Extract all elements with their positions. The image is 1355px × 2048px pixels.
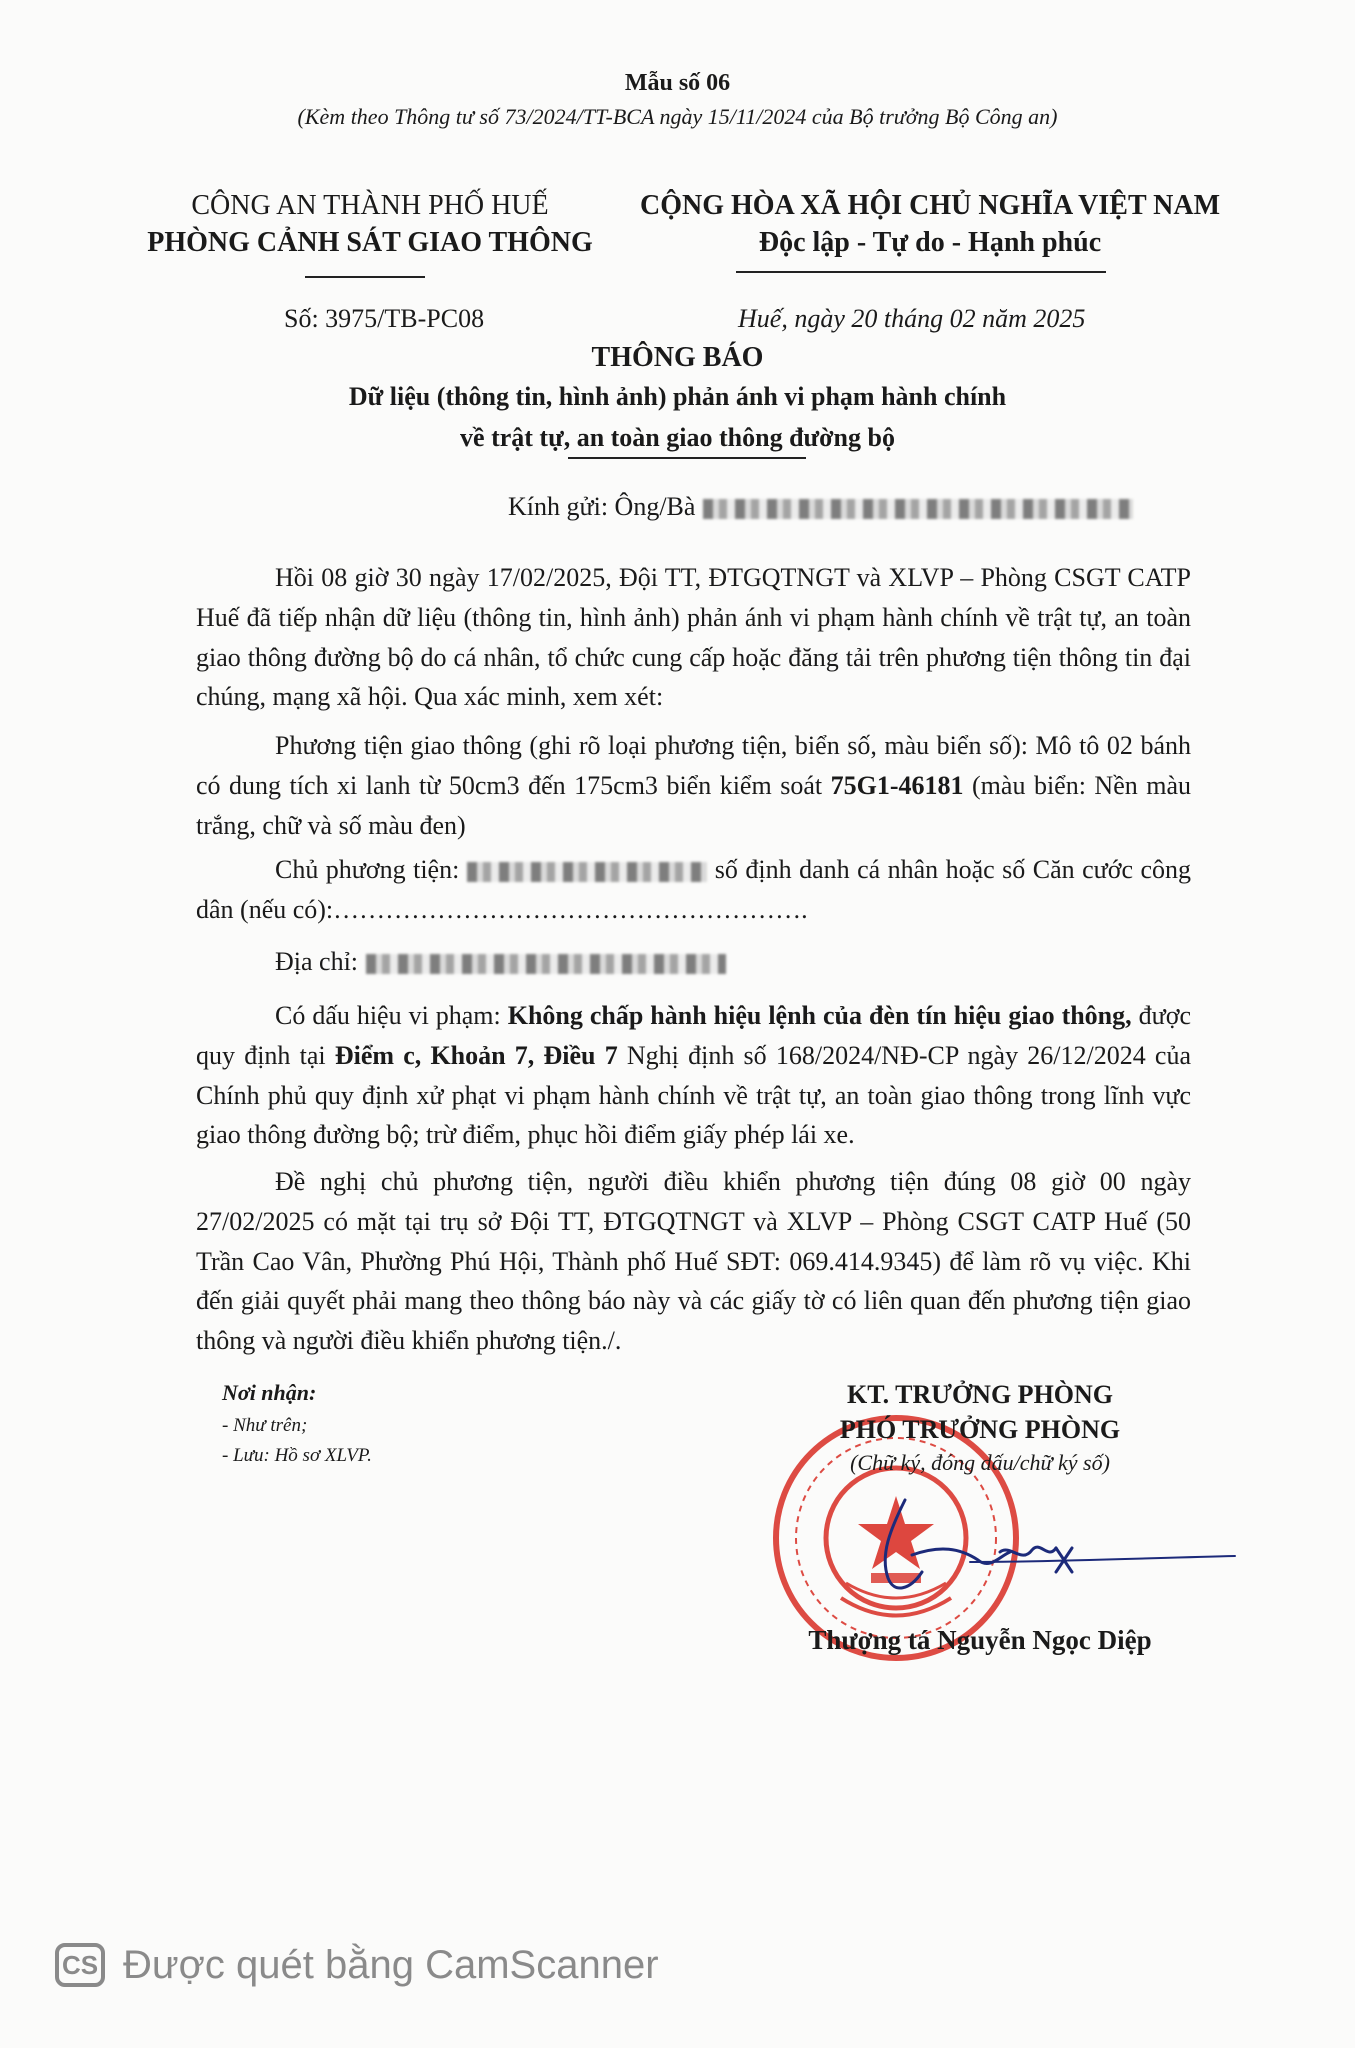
national-line-2: Độc lập - Tự do - Hạnh phúc — [758, 227, 1102, 258]
document-number: Số: 3975/TB-PC08 — [284, 304, 485, 333]
recipients-item-1: - Như trên; — [222, 1415, 308, 1436]
regulated-prefix: được quy định tại — [196, 1001, 1192, 1070]
signature-title-1: KT. TRƯỞNG PHÒNG — [846, 1380, 1114, 1409]
paragraph-owner — [196, 850, 1191, 930]
vehicle-description: Phương tiện giao thông (ghi rõ loại phương tiện, biển số, màu biển số): Mô tô 02 bánh có dung tích xi lanh từ 50cm3 đến 175cm3 biển kiểm soát — [196, 731, 1191, 800]
paragraph-intro: Hồi 08 giờ 30 ngày 17/02/2025, Đội TT, ĐTGQTNGT và XLVP – Phòng CSGT CATP Huế đã tiếp nhận dữ liệu (thông tin, hình ảnh) phản ánh vi phạm hành chính về trật tự, an toàn giao thông đường bộ do cá nhân, tổ chức cung cấp hoặc đăng tải trên phương tiện thông tin đại chúng, mạng xã hội. Qua xác minh, xem xét: — [196, 563, 1191, 712]
signer-name: Thượng tá Nguyễn Ngọc Diệp — [808, 1625, 1152, 1655]
camscanner-logo-icon: CS — [55, 1943, 105, 1987]
regulation-suffix: Nghị định số 168/2024/NĐ-CP ngày 26/12/2024 của Chính phủ quy định xử phạt vi phạm hành chính về trật tự, an toàn giao thông trong lĩnh vực giao thông đường bộ; trừ điểm, phục hồi điểm giấy phép lái xe. — [196, 1040, 1192, 1150]
agency-underline — [305, 276, 425, 278]
paragraph-vehicle — [196, 726, 1191, 845]
redacted-address — [366, 954, 726, 974]
redacted-recipient-name — [703, 499, 1133, 519]
recipients-title: Nơi nhận: — [222, 1380, 317, 1405]
recipient-label: Kính gửi: Ông/Bà — [508, 492, 696, 521]
recipients-item-2: - Lưu: Hồ sơ XLVP. — [222, 1445, 372, 1466]
form-reference: (Kèm theo Thông tư số 73/2024/TT-BCA ngày 15/11/2024 của Bộ trưởng Bộ Công an) — [297, 104, 1058, 129]
document-subtitle-1: Dữ liệu (thông tin, hình ảnh) phản ánh vi phạm hành chính — [348, 382, 1007, 411]
place-date: Huế, ngày 20 tháng 02 năm 2025 — [738, 304, 1086, 333]
regulation-reference: Điểm c, Khoản 7, Điều 7 — [334, 1040, 618, 1070]
document-subtitle-2: về trật tự, an toàn giao thông đường bộ — [460, 423, 895, 452]
address-label: Địa chỉ: — [275, 947, 359, 976]
violation-text: Không chấp hành hiệu lệnh của đèn tín hiệu giao thông, — [507, 1001, 1132, 1030]
recipient-line — [508, 492, 1133, 522]
signature-note: (Chữ ký, đóng dấu/chữ ký số) — [850, 1450, 1110, 1475]
paragraph-address — [196, 942, 1191, 982]
agency-line-1: CÔNG AN THÀNH PHỐ HUẾ — [191, 190, 549, 221]
handwritten-signature — [850, 1460, 1240, 1610]
license-plate: 75G1-46181 — [830, 770, 964, 800]
owner-label: Chủ phương tiện: — [275, 855, 460, 884]
paragraph-violation — [196, 996, 1191, 1155]
owner-id-text: số định danh cá nhân hoặc số Căn cước công dân (nếu có):………………………………………………. — [196, 855, 1191, 924]
form-code: Mẫu số 06 — [624, 70, 731, 96]
redacted-owner-name — [467, 862, 707, 882]
camscanner-watermark — [55, 1940, 659, 1990]
document-title: THÔNG BÁO — [591, 342, 764, 373]
camscanner-text: Được quét bằng CamScanner — [123, 1942, 659, 1987]
violation-label: Có dấu hiệu vi phạm: — [275, 1001, 501, 1030]
subtitle-underline — [568, 457, 806, 459]
plate-color-description: (màu biển: Nền màu trắng, chữ và số màu đen) — [196, 770, 1192, 840]
national-line-1: CỘNG HÒA XÃ HỘI CHỦ NGHĨA VIỆT NAM — [639, 190, 1221, 221]
agency-line-2: PHÒNG CẢNH SÁT GIAO THÔNG — [147, 227, 593, 258]
paragraph-request: Đề nghị chủ phương tiện, người điều khiển phương tiện đúng 08 giờ 00 ngày 27/02/2025 có mặt tại trụ sở Đội TT, ĐTGQTNGT và XLVP – Phòng CSGT CATP Huế (50 Trần Cao Vân, Phường Phú Hội, Thành phố Huế SĐT: 069.414.9345) để làm rõ vụ việc. Khi đến giải quyết phải mang theo thông báo này và các giấy tờ có liên quan đến phương tiện giao thông và người điều khiển phương tiện./. — [196, 1167, 1191, 1356]
signature-title-2: PHÓ TRƯỞNG PHÒNG — [839, 1415, 1121, 1444]
national-underline — [736, 271, 1106, 273]
